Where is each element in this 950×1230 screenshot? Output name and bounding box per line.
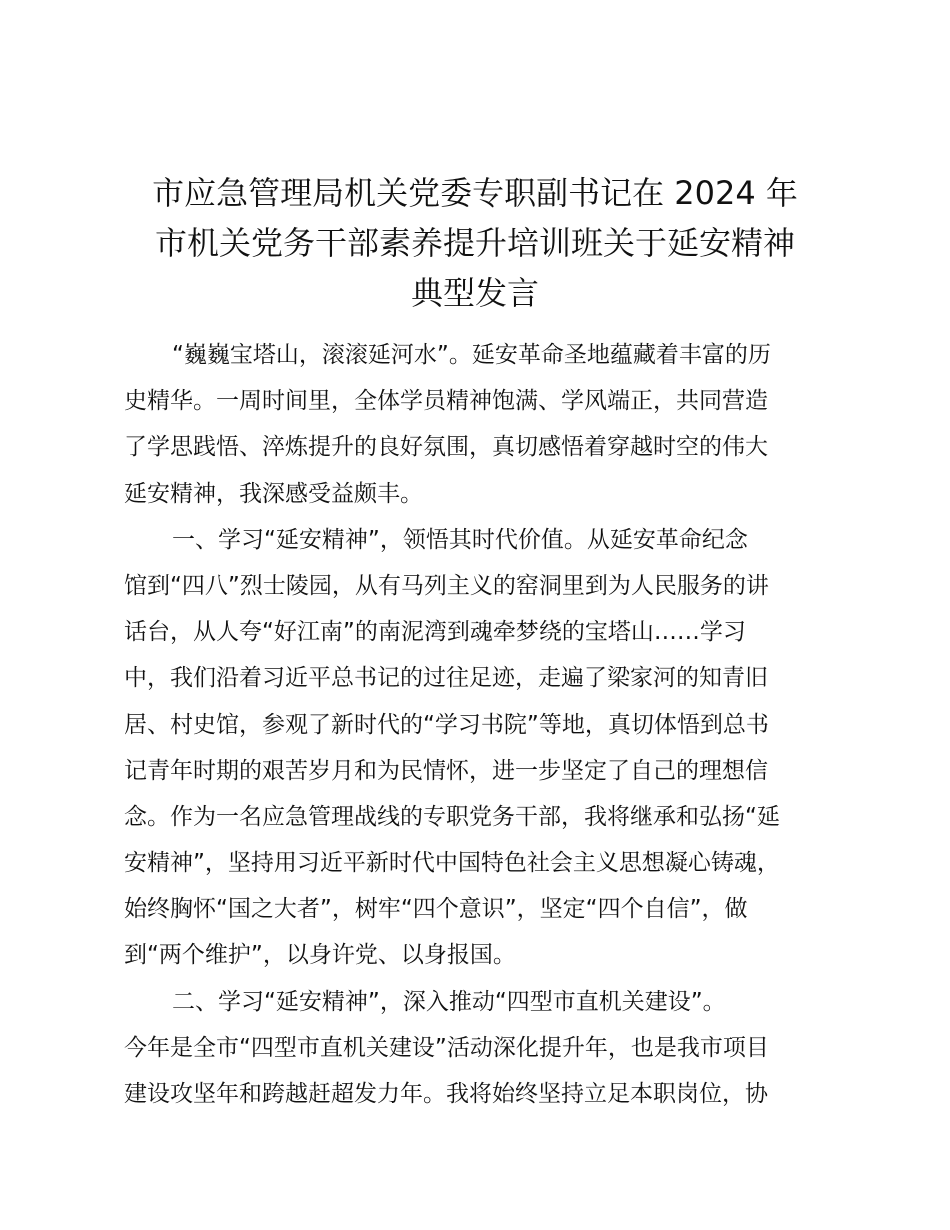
text-line: 二、学习“延安精神”，深入推动“四型市直机关建设”。 xyxy=(172,988,726,1015)
title-line: 典型发言 xyxy=(410,274,539,312)
text-line: “巍巍宝塔山，滚滚延河水”。延安革命圣地蕴藏着丰富的历 xyxy=(172,342,771,368)
text-line: 史精华。一周时间里，全体学员精神饱满、学风端正，共同营造 xyxy=(124,388,768,415)
text-line: 居、村史馆，参观了新时代的“学习书院”等地，真切体悟到总书 xyxy=(124,711,769,738)
text-line: 中，我们沿着习近平总书记的过往足迹，走遍了梁家河的知青旧 xyxy=(124,665,768,692)
text-line: 一、学习“延安精神”，领悟其时代价值。从延安革命纪念 xyxy=(172,526,748,553)
document-title xyxy=(118,168,832,318)
text-line: 始终胸怀“国之大者”，树牢“四个意识”，坚定“四个自信”，做 xyxy=(124,896,748,923)
text-line: 记青年时期的艰苦岁月和为民情怀，进一步坚定了自己的理想信 xyxy=(124,757,768,784)
text-line: 话台，从人夸“好江南”的南泥湾到魂牵梦绕的宝塔山……学习 xyxy=(124,619,746,646)
paragraph-section-2 xyxy=(124,979,834,1118)
paragraph-intro xyxy=(124,332,834,517)
text-line: 了学思践悟、淬炼提升的良好氛围，真切感悟着穿越时空的伟大 xyxy=(124,434,768,461)
paragraph-section-1 xyxy=(124,517,834,979)
title-line: 市应急管理局机关党委专职副书记在 2024 年 xyxy=(152,174,798,212)
title-line: 市机关党务干部素养提升培训班关于延安精神 xyxy=(154,224,795,262)
text-line: 建设攻坚年和跨越赶超发力年。我将始终坚持立足本职岗位，协 xyxy=(124,1081,768,1107)
text-line: 安精神”，坚持用习近平新时代中国特色社会主义思想凝心铸魂， xyxy=(124,850,780,877)
text-line: 延安精神，我深感受益颇丰。 xyxy=(124,480,423,507)
text-line: 到“两个维护”，以身许党、以身报国。 xyxy=(124,942,516,969)
text-line: 馆到“四八”烈士陵园，从有马列主义的窑洞里到为人民服务的讲 xyxy=(124,572,769,599)
document-body xyxy=(124,332,834,1117)
text-line: 今年是全市“四型市直机关建设”活动深化提升年，也是我市项目 xyxy=(124,1034,769,1061)
text-line: 念。作为一名应急管理战线的专职党务干部，我将继承和弘扬“延 xyxy=(124,803,780,830)
